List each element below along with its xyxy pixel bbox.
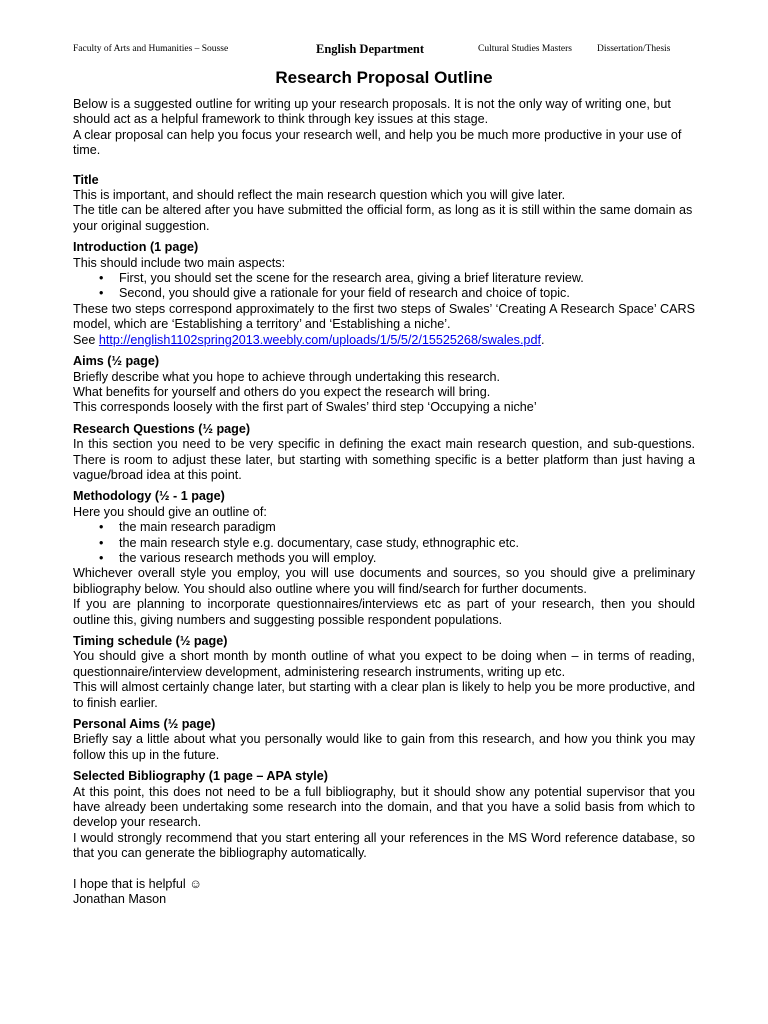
list-item: • the main research style e.g. documentary, case study, ethnographic etc.	[73, 536, 695, 551]
methodology-paragraph-3: If you are planning to incorporate questionnaires/interviews etc as part of your research, then you should outline this, giving numbers and suggesting possible respondent populations.	[73, 597, 695, 627]
methodology-paragraph-2: Whichever overall style you employ, you will use documents and sources, so you should give a preliminary bibliography below. You should also outline where you will find/search for further documents.	[73, 566, 695, 596]
personal-aims-paragraph: Briefly say a little about what you personally would like to gain from this research, and how you think you may follow this up in the future.	[73, 732, 695, 762]
list-item: • Second, you should give a rationale for your field of research and choice of topic.	[73, 286, 695, 301]
see-prefix: See	[73, 332, 99, 347]
header-program: Cultural Studies Masters	[478, 44, 572, 54]
list-item: • the main research paradigm	[73, 520, 695, 535]
introduction-see-line	[73, 333, 695, 348]
section-heading-methodology: Methodology (½ - 1 page)	[73, 489, 225, 504]
section-heading-timing: Timing schedule (½ page)	[73, 634, 228, 648]
section-heading-research-questions: Research Questions (½ page)	[73, 421, 251, 436]
introduction-paragraph-2: These two steps correspond approximately to the first two steps of Swales’ ‘Creating A Research Space’ CARS model, which are ‘Establishing a territory’ and ‘Establishing a niche’.	[73, 301, 695, 332]
see-suffix: .	[540, 332, 545, 347]
document-body	[73, 97, 695, 908]
introduction-lead: This should include two main aspects:	[73, 255, 286, 270]
list-item: • First, you should set the scene for the research area, giving a brief literature review.	[73, 271, 695, 286]
author-signature: Jonathan Mason	[73, 892, 167, 907]
section-heading-introduction: Introduction (1 page)	[73, 240, 199, 255]
timing-paragraph-2: This will almost certainly change later, but starting with a clear plan is likely to help you be more productive, and to finish earlier.	[73, 680, 695, 710]
methodology-lead: Here you should give an outline of:	[73, 504, 267, 519]
title-paragraph-2: The title can be altered after you have submitted the official form, as long as it is still within the same domain as your original suggestion.	[73, 203, 693, 233]
header-faculty: Faculty of Arts and Humanities – Sousse	[73, 44, 229, 54]
section-heading-title: Title	[73, 172, 99, 187]
swales-pdf-link[interactable]: http://english1102spring2013.weebly.com/uploads/1/5/5/2/15525268/swales.pdf	[98, 332, 541, 347]
header-department: English Department	[316, 42, 424, 56]
title-paragraph-1: This is important, and should reflect the main research question which you will give later.	[73, 188, 566, 203]
section-heading-personal-aims: Personal Aims (½ page)	[73, 717, 216, 732]
bibliography-paragraph-2: I would strongly recommend that you start entering all your references in the MS Word reference database, so that you can generate the bibliography automatically.	[73, 830, 695, 861]
timing-paragraph-1: You should give a short month by month outline of what you expect to be doing when – in terms of reading, questionnaire/interview development, administering research instruments, writing up etc.	[73, 649, 695, 679]
aims-paragraph-2: What benefits for yourself and others do you expect the research will bring.	[73, 384, 491, 399]
intro-paragraph-1: Below is a suggested outline for writing up your research proposals. It is not the only way of writing one, but should act as a helpful framework to think through key issues at this stage.	[73, 97, 671, 127]
bibliography-paragraph-1: At this point, this does not need to be a full bibliography, but it should show any potential supervisor that you have already been undertaking some research into the domain, and that you have a solid basis from which to develop your research.	[73, 784, 695, 830]
aims-paragraph-1: Briefly describe what you hope to achieve through undertaking this research.	[73, 369, 501, 384]
section-heading-bibliography: Selected Bibliography (1 page – APA style)	[73, 769, 328, 784]
methodology-bullet-list	[73, 520, 695, 566]
introduction-bullet-list	[73, 271, 695, 302]
intro-paragraph-2: A clear proposal can help you focus your research well, and help you be much more productive in your use of time.	[73, 127, 682, 158]
research-questions-paragraph: In this section you need to be very specific in defining the exact main research question, and sub-questions. There is room to adjust these later, but starting with something specific is a better platform than just having a vague/broad idea at this point.	[73, 437, 695, 482]
page-title: Research Proposal Outline	[275, 68, 493, 87]
section-heading-aims: Aims (½ page)	[73, 354, 160, 369]
header-doc-type: Dissertation/Thesis	[597, 44, 671, 54]
closing-line: I hope that is helpful ☺	[73, 876, 203, 891]
list-item: • the various research methods you will employ.	[73, 551, 695, 566]
aims-paragraph-3: This corresponds loosely with the first part of Swales’ third step ‘Occupying a niche’	[73, 400, 537, 415]
